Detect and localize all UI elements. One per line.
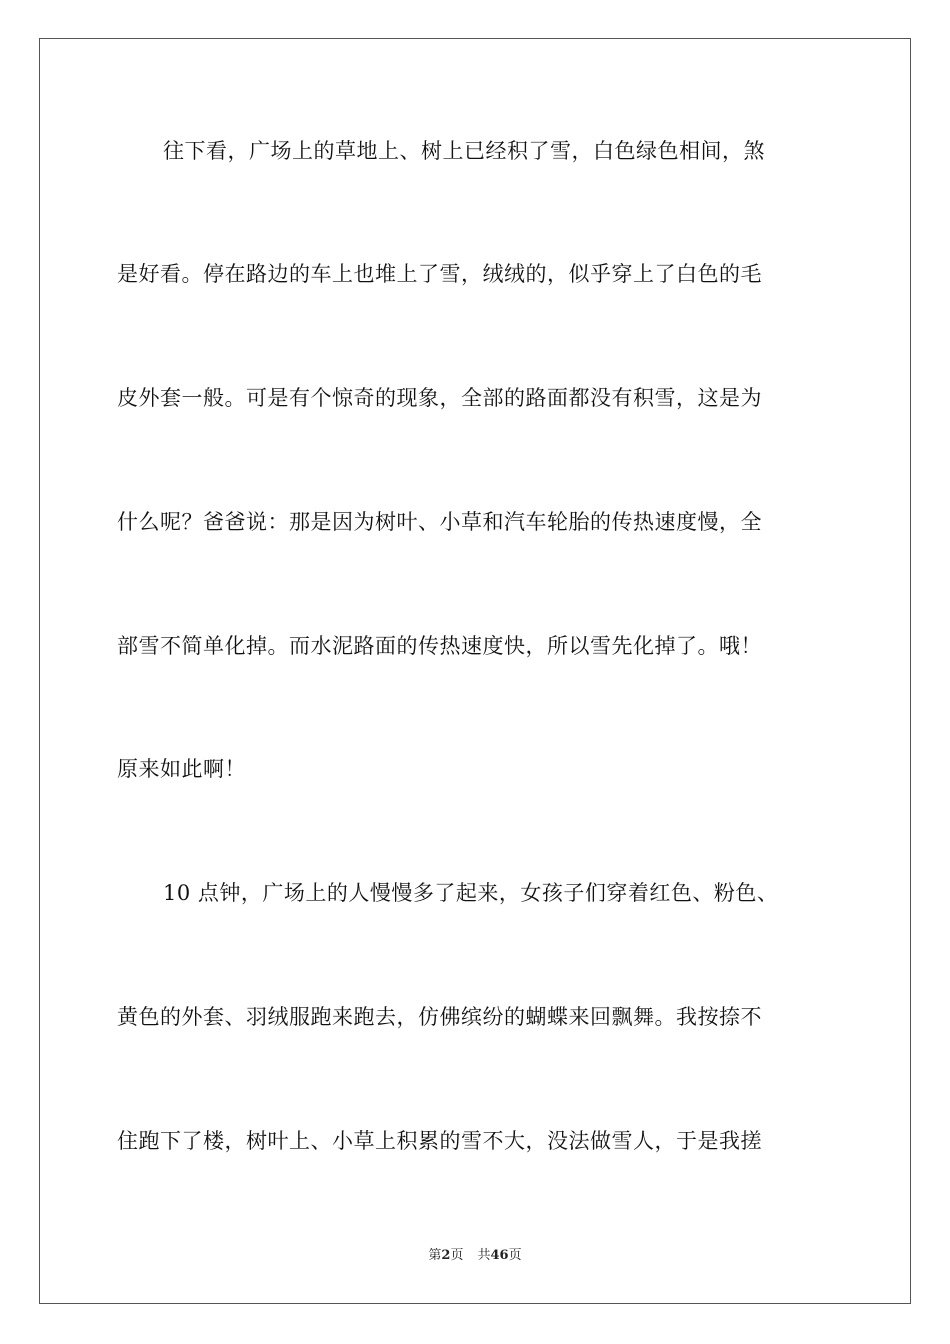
total-suffix: 页 — [508, 1248, 522, 1263]
page-number: 2 — [441, 1248, 451, 1263]
page-border — [39, 38, 911, 1304]
text-line-5: 部雪不简单化掉。而水泥路面的传热速度快，所以雪先化掉了。哦！ — [117, 634, 762, 658]
page-footer — [0, 1247, 950, 1265]
page-prefix: 第 — [428, 1248, 442, 1263]
text-line-6: 原来如此啊！ — [117, 757, 246, 781]
text-line-7: 10 点钟，广场上的人慢慢多了起来，女孩子们穿着红色、粉色、 — [163, 881, 779, 905]
text-line-2: 是好看。停在路边的车上也堆上了雪，绒绒的，似乎穿上了白色的毛 — [117, 262, 762, 286]
total-pages: 46 — [490, 1248, 509, 1263]
total-prefix: 共 — [477, 1248, 491, 1263]
text-line-3: 皮外套一般。可是有个惊奇的现象，全部的路面都没有积雪，这是为 — [117, 386, 762, 410]
text-line-4: 什么呢？爸爸说：那是因为树叶、小草和汽车轮胎的传热速度慢，全 — [117, 510, 762, 534]
page-suffix: 页 — [450, 1248, 464, 1263]
text-line-8: 黄色的外套、羽绒服跑来跑去，仿佛缤纷的蝴蝶来回飘舞。我按捺不 — [117, 1005, 762, 1029]
text-line-9: 住跑下了楼，树叶上、小草上积累的雪不大，没法做雪人，于是我搓 — [117, 1129, 762, 1153]
text-line-1: 往下看，广场上的草地上、树上已经积了雪，白色绿色相间，煞 — [163, 139, 765, 163]
